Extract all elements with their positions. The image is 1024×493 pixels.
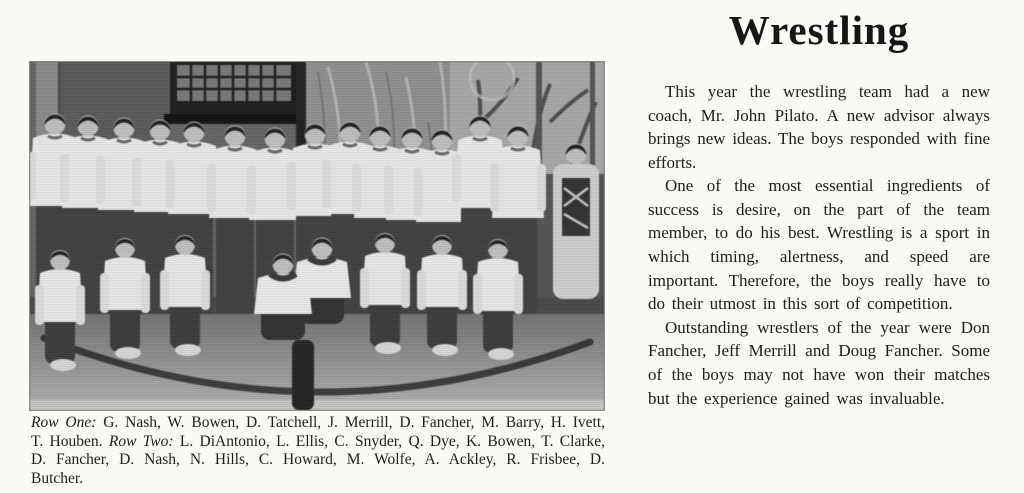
article-paragraph-3: Outstanding wrestlers of the year were Don Fancher, Jeff Merrill and Doug Fancher. Some of the boys may not have won their matches but the experience gained was invaluable. bbox=[648, 317, 990, 408]
article-paragraph-2: One of the most essential ingredients of success is desire, on the part of the team member, to do his best. Wrestling is a sport in which timing, alertness, and speed are important. Therefore, the boys really have to do their utmost in this sort of competition. bbox=[648, 176, 990, 314]
caption-row-two-label: Row Two: bbox=[108, 432, 174, 450]
article-paragraph-1: This year the wrestling team had a new coach, Mr. John Pilato. A new advisor always brings new ideas. The boys responded with fine efforts. bbox=[648, 81, 991, 172]
page-title: Wrestling bbox=[728, 7, 910, 53]
caption-row-one-label: Row One: bbox=[31, 414, 97, 431]
article-column bbox=[648, 8, 990, 410]
sweater-boy bbox=[553, 144, 599, 300]
team-photo-illustration bbox=[30, 62, 604, 410]
team-photo bbox=[30, 62, 604, 410]
photo-caption bbox=[31, 414, 605, 488]
gym-window bbox=[164, 62, 306, 124]
caption-row-two-names: L. DiAntonio, L. Ellis, C. Snyder, Q. Dye, K. Bowen, T. Clarke, D. Fancher, D. Nash, N. Hills, C. Howard, M. Wolfe, A. Ackley, R. Frisbee, D. Butcher. bbox=[31, 432, 605, 487]
caption-row-one-names: G. Nash, W. Bowen, D. Tatchell, J. Merrill, D. Fancher, M. Barry, H. Ivett, T. Houben. bbox=[31, 414, 605, 450]
